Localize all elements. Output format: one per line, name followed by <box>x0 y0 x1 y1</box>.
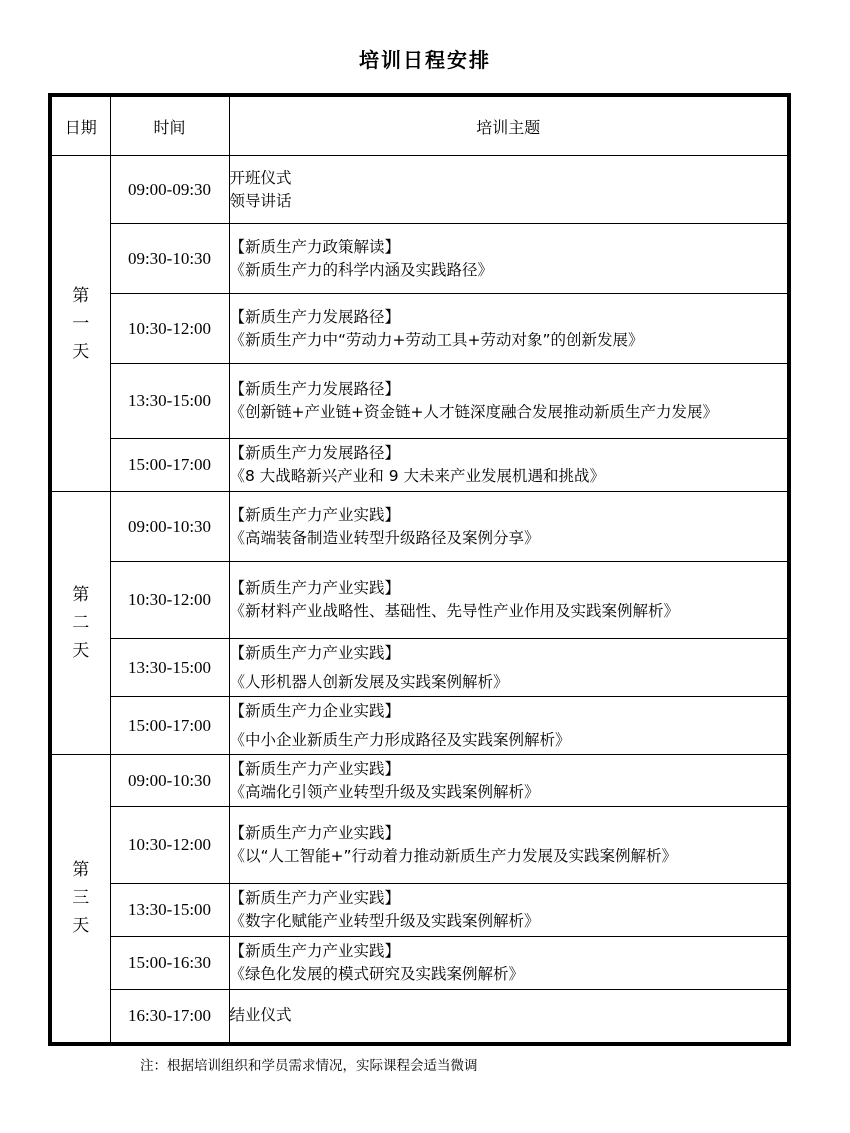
day-label-char: 一 <box>72 313 90 334</box>
table-row <box>50 937 789 990</box>
session-topic <box>229 937 789 990</box>
topic-line: 领导讲话 <box>229 191 292 210</box>
schedule-table <box>48 93 791 1046</box>
day-label-char: 天 <box>72 341 90 362</box>
topic-line: 《绿色化发展的模式研究及实践案例解析》 <box>229 965 525 983</box>
session-time: 15:00-16:30 <box>110 937 229 990</box>
session-time: 09:30-10:30 <box>110 224 229 294</box>
table-row <box>50 294 789 364</box>
page-title: 培训日程安排 <box>359 48 491 72</box>
topic-heading: 【新质生产力产业实践】 <box>229 505 401 524</box>
footnote: 注：根据培训组织和学员需求情况，实际课程会适当微调 <box>140 1058 478 1074</box>
topic-line: 结业仪式 <box>229 1006 292 1025</box>
session-time: 13:30-15:00 <box>110 364 229 439</box>
topic-line: 《创新链+产业链+资金链+人才链深度融合发展推动新质生产力发展》 <box>229 403 718 421</box>
table-row <box>50 562 789 639</box>
topic-heading: 【新质生产力政策解读】 <box>229 237 401 256</box>
table-row <box>50 755 789 807</box>
topic-line: 《以“人工智能+”行动着力推动新质生产力发展及实践案例解析》 <box>229 847 678 865</box>
topic-line: 《数字化赋能产业转型升级及实践案例解析》 <box>229 912 540 930</box>
session-topic <box>229 639 789 697</box>
topic-line: 《新质生产力中“劳动力+劳动工具+劳动对象”的创新发展》 <box>229 330 644 349</box>
session-topic <box>229 990 789 1044</box>
table-row <box>50 990 789 1044</box>
topic-line: 《人形机器人创新发展及实践案例解析》 <box>229 672 509 691</box>
topic-line: 《中小企业新质生产力形成路径及实践案例解析》 <box>229 730 571 749</box>
session-topic <box>229 492 789 562</box>
session-time: 09:00-10:30 <box>110 755 229 807</box>
header-date: 日期 <box>50 95 110 156</box>
day-label-char: 第 <box>72 285 90 306</box>
topic-heading: 【新质生产力产业实践】 <box>229 579 401 597</box>
table-row <box>50 492 789 562</box>
session-time: 10:30-12:00 <box>110 562 229 639</box>
session-topic <box>229 755 789 807</box>
topic-heading: 【新质生产力发展路径】 <box>229 307 401 326</box>
session-topic <box>229 156 789 224</box>
table-row <box>50 156 789 224</box>
session-time: 13:30-15:00 <box>110 884 229 937</box>
session-topic <box>229 562 789 639</box>
day-2-cell <box>50 492 110 755</box>
table-row <box>50 884 789 937</box>
header-row <box>50 95 789 156</box>
header-time: 时间 <box>110 95 229 156</box>
table-row <box>50 807 789 884</box>
session-time: 09:00-10:30 <box>110 492 229 562</box>
topic-line: 《高端装备制造业转型升级路径及案例分享》 <box>229 528 540 547</box>
session-time: 09:00-09:30 <box>110 156 229 224</box>
session-time: 10:30-12:00 <box>110 294 229 364</box>
session-topic <box>229 439 789 492</box>
session-topic <box>229 884 789 937</box>
topic-line: 《高端化引领产业转型升级及实践案例解析》 <box>229 782 540 801</box>
topic-line: 开班仪式 <box>229 168 292 187</box>
table-row <box>50 697 789 755</box>
day-label-char: 第 <box>72 585 90 605</box>
day-label-char: 天 <box>72 916 90 937</box>
day-label-char: 三 <box>72 888 90 909</box>
topic-heading: 【新质生产力企业实践】 <box>229 701 401 720</box>
session-topic <box>229 807 789 884</box>
day-label-char: 第 <box>72 860 90 881</box>
session-time: 16:30-17:00 <box>110 990 229 1044</box>
table-row <box>50 439 789 492</box>
session-topic <box>229 697 789 755</box>
table-row <box>50 224 789 294</box>
header-topic: 培训主题 <box>229 95 789 156</box>
topic-heading: 【新质生产力产业实践】 <box>229 942 401 960</box>
topic-heading: 【新质生产力产业实践】 <box>229 824 401 842</box>
session-topic <box>229 294 789 364</box>
session-topic <box>229 224 789 294</box>
session-time: 13:30-15:00 <box>110 639 229 697</box>
session-topic <box>229 364 789 439</box>
table-row <box>50 364 789 439</box>
topic-line: 《新质生产力的科学内涵及实践路径》 <box>229 260 494 279</box>
day-3-cell <box>50 755 110 1044</box>
session-time: 15:00-17:00 <box>110 439 229 492</box>
table-row <box>50 639 789 697</box>
topic-heading: 【新质生产力发展路径】 <box>229 380 401 398</box>
day-label-char: 天 <box>72 641 90 661</box>
day-label-char: 二 <box>72 613 90 633</box>
session-time: 10:30-12:00 <box>110 807 229 884</box>
topic-heading: 【新质生产力产业实践】 <box>229 759 401 778</box>
topic-line: 《新材料产业战略性、基础性、先导性产业作用及实践案例解析》 <box>229 602 680 620</box>
topic-heading: 【新质生产力产业实践】 <box>229 643 401 662</box>
topic-heading: 【新质生产力发展路径】 <box>229 444 401 462</box>
day-1-cell <box>50 156 110 492</box>
topic-heading: 【新质生产力产业实践】 <box>229 889 401 907</box>
topic-line: 《8 大战略新兴产业和 9 大未来产业发展机遇和挑战》 <box>229 467 606 485</box>
session-time: 15:00-17:00 <box>110 697 229 755</box>
